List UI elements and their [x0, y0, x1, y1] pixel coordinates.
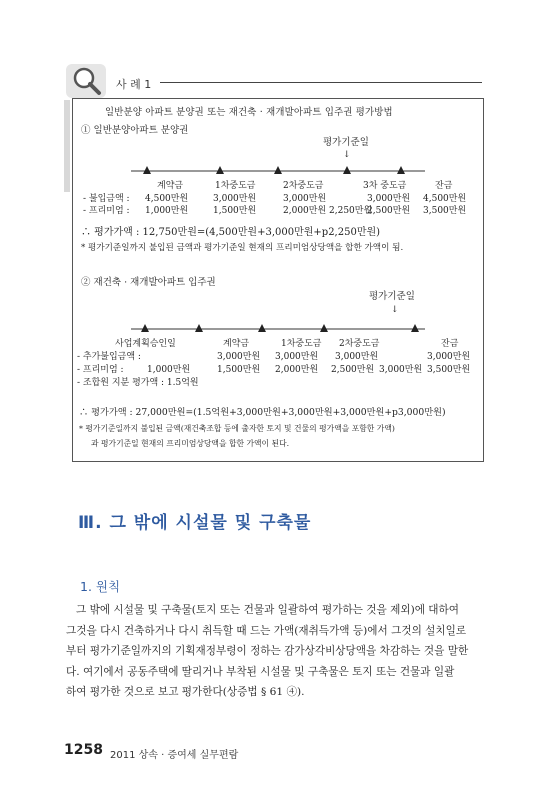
- body-line-4: 다. 여기에서 공동주택에 딸리거나 부착된 시설물 및 구축물은 토지 또는 건물과 일괄: [66, 665, 455, 678]
- part1-row2-value-4: 2,250만원: [329, 206, 373, 216]
- part1-row2-value-2: 1,500만원: [213, 206, 257, 216]
- page-number: 1258: [64, 742, 103, 758]
- part2-note-line2: 과 평가기준일 현재의 프리미엄상당액을 합한 가액이 된다.: [91, 439, 290, 448]
- part1-label-4: 3차 중도금: [363, 181, 407, 191]
- part1-row1-label: - 불입금액 :: [83, 194, 130, 204]
- magnifier-icon: [66, 60, 108, 102]
- part1-arrow-icon: ↓: [343, 150, 351, 160]
- part2-row2-value-3: 2,000만원: [275, 365, 319, 375]
- body-line-2: 그것을 다시 건축하거나 다시 취득할 때 드는 가액(재취득가액 등)에서 그것의 설치일로: [66, 624, 467, 637]
- section-body: [66, 600, 486, 703]
- part2-row1-value-3: 3,000만원: [335, 352, 379, 362]
- subsection-heading: 1. 원칙: [80, 579, 121, 594]
- part1-row2-value-1: 1,000만원: [145, 206, 189, 216]
- part1-row1-value-1: 4,500만원: [145, 194, 189, 204]
- part1-row2-label: - 프리미엄 :: [83, 206, 130, 216]
- box-title: 일반분양 아파트 분양권 또는 재건축 · 재개발아파트 입주권 평가방법: [105, 107, 393, 118]
- part2-label-3: 1차중도금: [281, 339, 322, 349]
- part2-row2-value-2: 1,500만원: [217, 365, 261, 375]
- book-title: 2011 상속 · 증여세 실무편람: [110, 750, 239, 761]
- part2-row1-label: - 추가불입금액 :: [77, 352, 141, 362]
- part2-row1-value-2: 3,000만원: [275, 352, 319, 362]
- part1-label-3: 2차중도금: [283, 181, 324, 191]
- case-label: 사 례 1: [116, 78, 152, 91]
- body-line-5: 하여 평가한 것으로 보고 평가한다(상증법 § 61 ④).: [66, 686, 305, 698]
- part2-row1-value-1: 3,000만원: [217, 352, 261, 362]
- part2-label-4: 2차중도금: [339, 339, 380, 349]
- part2-formula: ∴ 평가가액 : 27,000만원=(1.5억원+3,000만원+3,000만원+3,000만원+p3,000만원): [79, 407, 446, 418]
- section-heading: Ⅲ. 그 밖에 시설물 및 구축물: [78, 513, 312, 533]
- part2-label-1: 사업계획승인일: [115, 339, 176, 349]
- part1-label-1: 계약금: [157, 181, 184, 191]
- case-divider-line: [160, 82, 482, 83]
- example-box: [72, 98, 484, 462]
- part2-arrow-icon: ↓: [391, 305, 399, 315]
- margin-sidebar-bar: [64, 100, 70, 192]
- part1-row1-value-5: 4,500만원: [423, 194, 467, 204]
- part2-eval-date-label: 평가기준일: [369, 291, 415, 302]
- part2-row2-value-6: 3,500만원: [427, 365, 471, 375]
- part1-eval-date-label: 평가기준일: [323, 137, 369, 148]
- part2-row2-value-4: 2,500만원: [331, 365, 375, 375]
- part2-row2-value-1: 1,000만원: [147, 365, 191, 375]
- part1-label-2: 1차중도금: [215, 181, 256, 191]
- part2-row2-label: - 프리미엄 :: [77, 365, 124, 375]
- body-line-3: 부터 평가기준일까지의 기획재정부령이 정하는 감가상각비상당액을 차감하는 것을 말한: [66, 645, 469, 657]
- part2-label-5: 잔금: [441, 339, 459, 349]
- part1-row2-value-6: 3,500만원: [423, 206, 467, 216]
- part1-heading: ① 일반분양아파트 분양권: [81, 125, 189, 136]
- part2-row2-value-5: 3,000만원: [379, 365, 423, 375]
- part1-note: * 평가기준일까지 불입된 금액과 평가기준일 현재의 프리미엄상당액을 합한 가액이 됨.: [81, 243, 404, 253]
- part2-note-line1: * 평가기준일까지 불입된 금액(재건축조합 등에 출자한 토지 및 건물의 평가액을 포함한 가액): [79, 424, 395, 433]
- body-line-1: 그 밖에 시설물 및 구축물(토지 또는 건물과 일괄하여 평가하는 것을 제외)에 대하여: [76, 604, 460, 616]
- part1-formula: ∴ 평가가액 : 12,750만원=(4,500만원+3,000만원+p2,250만원): [81, 227, 381, 238]
- part1-row1-value-3: 3,000만원: [283, 194, 327, 204]
- part1-row2-value-5: 2,500만원: [367, 206, 411, 216]
- part1-row1-value-2: 3,000만원: [213, 194, 257, 204]
- part1-label-5: 잔금: [435, 181, 453, 191]
- part1-row2-value-3: 2,000만원: [283, 206, 327, 216]
- part2-heading: ② 재건축 · 재개발아파트 입주권: [81, 277, 216, 288]
- part2-label-2: 계약금: [223, 339, 250, 349]
- part1-row1-value-4: 3,000만원: [367, 194, 411, 204]
- part2-row1-value-4: 3,000만원: [427, 352, 471, 362]
- part2-row3: - 조합원 지분 평가액 : 1.5억원: [77, 378, 199, 388]
